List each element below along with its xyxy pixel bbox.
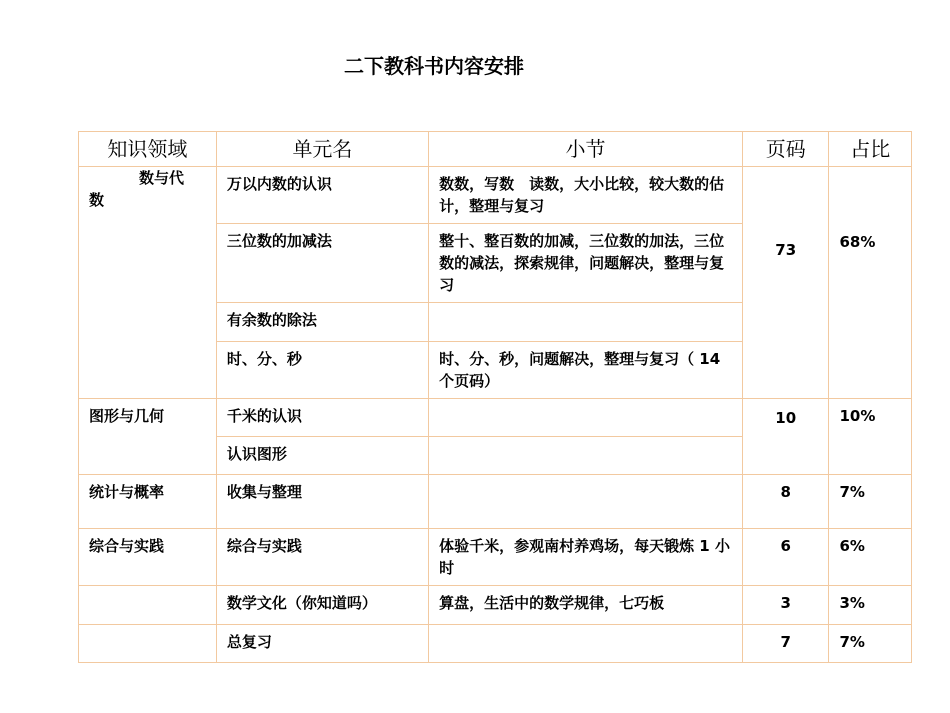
domain-cell: 统计与概率	[79, 475, 217, 529]
ratio-value: 68%	[839, 233, 876, 251]
ratio-value: 10%	[839, 407, 876, 425]
pages-value: 73	[775, 241, 797, 259]
document-title: 二下教科书内容安排	[344, 54, 524, 78]
domain-label-line2: 数	[89, 191, 105, 209]
unit-cell: 数学文化（你知道吗）	[216, 586, 428, 625]
pages-cell: 7	[742, 625, 829, 663]
unit-cell: 认识图形	[216, 437, 428, 475]
domain-cell	[79, 625, 217, 663]
pages-cell: 3	[742, 586, 829, 625]
table-row	[79, 475, 912, 529]
sections-cell	[429, 399, 743, 437]
pages-cell	[742, 399, 829, 475]
pages-value: 10	[775, 409, 797, 427]
unit-cell: 三位数的加减法	[216, 224, 428, 303]
sections-cell	[429, 625, 743, 663]
sections-cell: 数数，写数 读数，大小比较，较大数的估计，整理与复习	[429, 167, 743, 224]
sections-cell: 体验千米，参观南村养鸡场，每天锻炼 1 小时	[429, 529, 743, 586]
unit-cell: 千米的认识	[216, 399, 428, 437]
sections-cell: 算盘，生活中的数学规律，七巧板	[429, 586, 743, 625]
header-pages: 页码	[742, 132, 829, 167]
ratio-cell: 7%	[829, 625, 912, 663]
sections-cell	[429, 475, 743, 529]
ratio-cell: 7%	[829, 475, 912, 529]
pages-cell: 6	[742, 529, 829, 586]
domain-cell	[79, 586, 217, 625]
ratio-cell	[829, 399, 912, 475]
header-unit: 单元名	[216, 132, 428, 167]
unit-cell: 总复习	[216, 625, 428, 663]
table-row	[79, 625, 912, 663]
sections-cell: 时、分、秒，问题解决，整理与复习（ 14 个页码）	[429, 342, 743, 399]
unit-cell: 有余数的除法	[216, 303, 428, 342]
content-table	[78, 131, 912, 663]
sections-cell	[429, 437, 743, 475]
header-ratio: 占比	[829, 132, 912, 167]
ratio-cell: 3%	[829, 586, 912, 625]
unit-cell: 万以内数的认识	[216, 167, 428, 224]
domain-cell	[79, 167, 217, 399]
domain-label-line1: 数与代	[139, 169, 185, 187]
domain-cell: 图形与几何	[79, 399, 217, 475]
header-domain: 知识领域	[79, 132, 217, 167]
table-row	[79, 529, 912, 586]
table-row	[79, 586, 912, 625]
ratio-cell: 6%	[829, 529, 912, 586]
table-row	[79, 167, 912, 224]
pages-cell: 8	[742, 475, 829, 529]
unit-cell: 时、分、秒	[216, 342, 428, 399]
unit-cell: 综合与实践	[216, 529, 428, 586]
pages-cell	[742, 167, 829, 399]
sections-cell: 整十、整百数的加减，三位数的加法，三位数的减法，探索规律，问题解决，整理与复习	[429, 224, 743, 303]
header-row	[79, 132, 912, 167]
table-row	[79, 399, 912, 437]
ratio-cell	[829, 167, 912, 399]
domain-cell: 综合与实践	[79, 529, 217, 586]
unit-cell: 收集与整理	[216, 475, 428, 529]
header-sections: 小节	[429, 132, 743, 167]
sections-cell	[429, 303, 743, 342]
